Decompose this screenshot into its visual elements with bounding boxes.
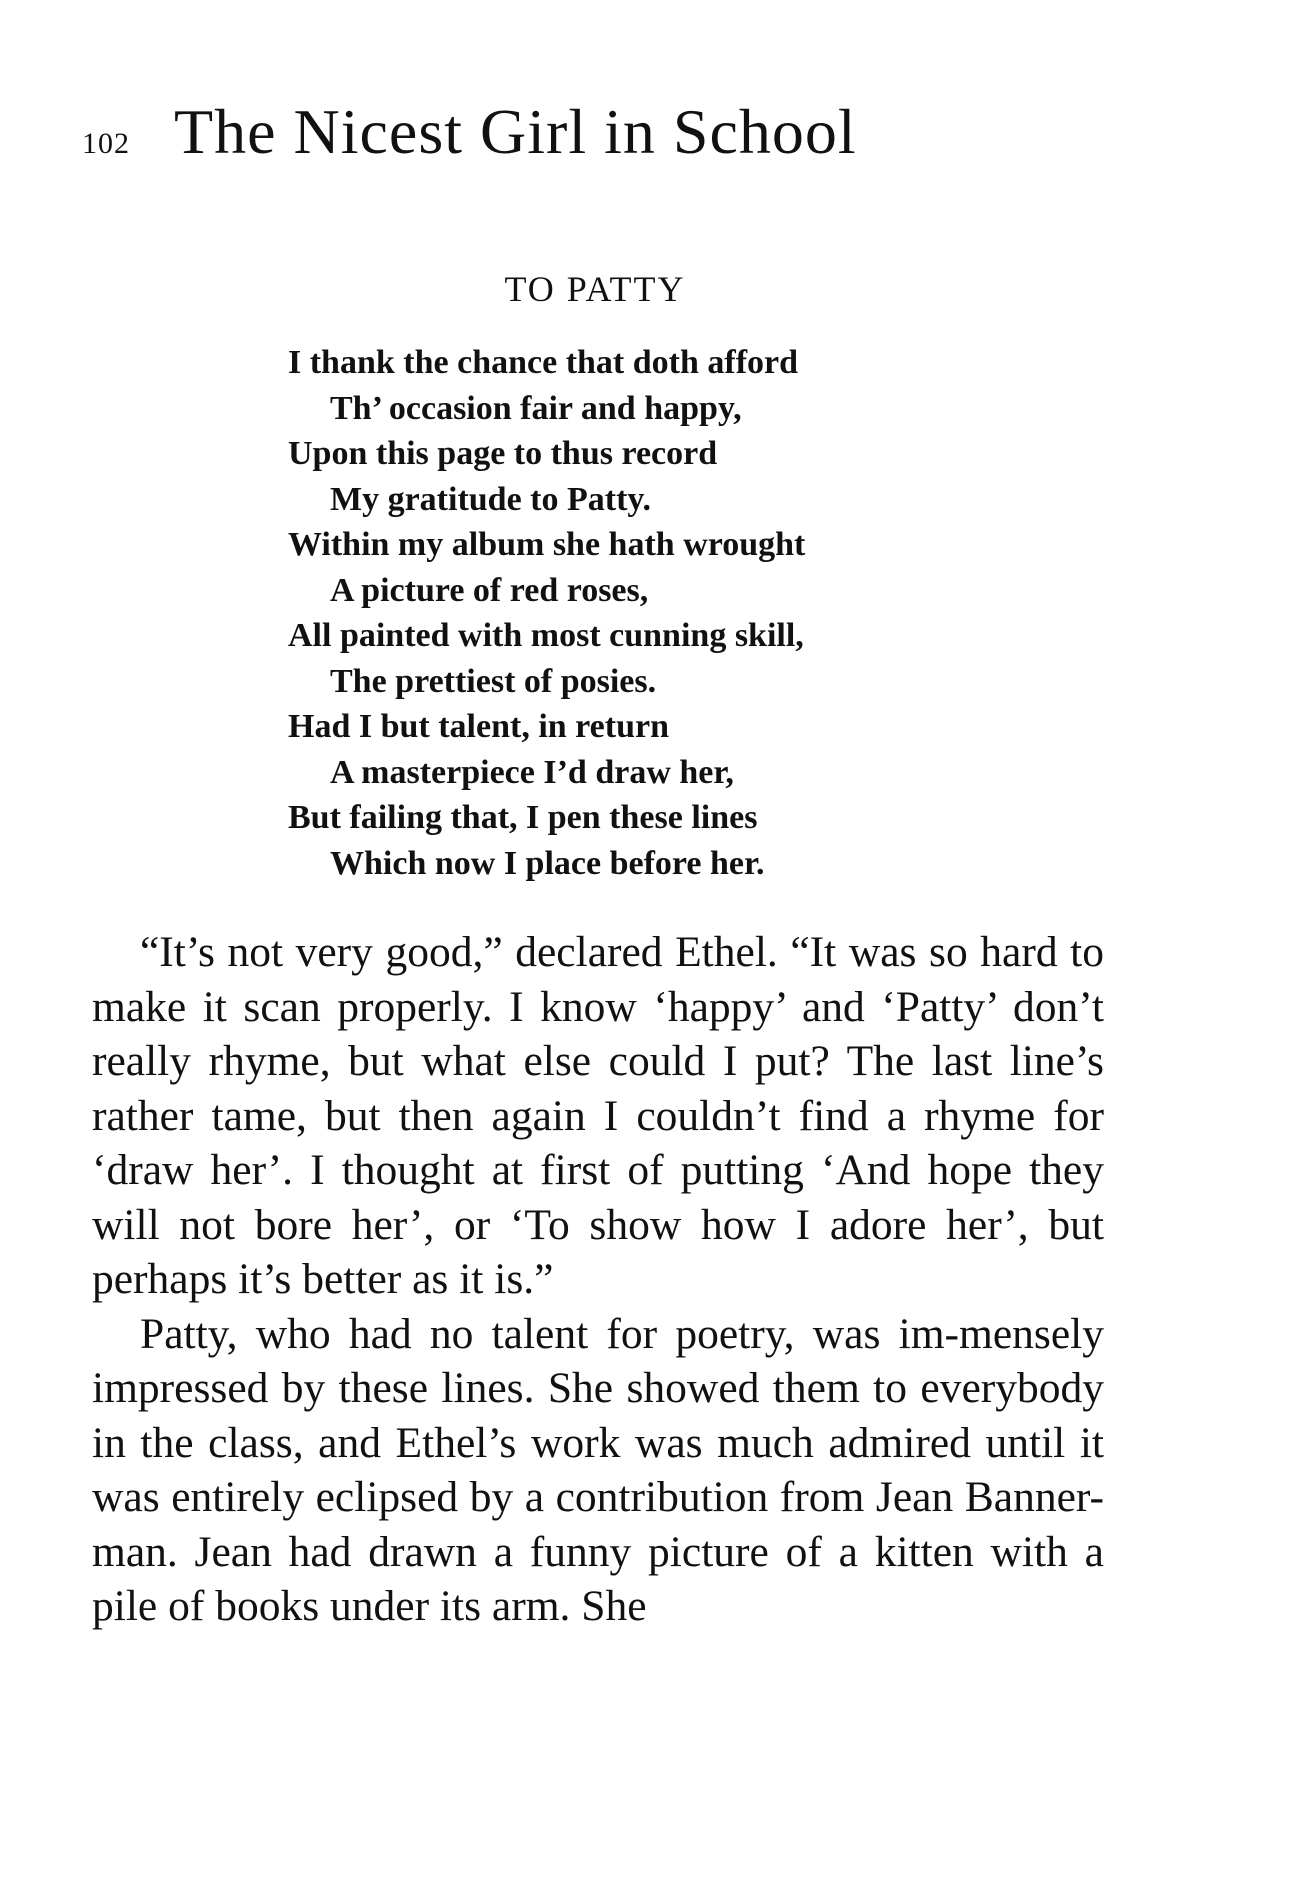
poem-line: But failing that, I pen these lines xyxy=(288,799,758,836)
running-head xyxy=(82,95,857,175)
poem-line: Within my album she hath wrought xyxy=(288,526,806,563)
poem-line: A picture of red roses, xyxy=(330,571,649,609)
poem-line: My gratitude to Patty. xyxy=(330,480,652,518)
poem-line: Th’ occasion fair and happy, xyxy=(330,389,742,427)
poem-line: Upon this page to thus record xyxy=(288,435,718,472)
poem-line: I thank the chance that doth afford xyxy=(288,344,799,381)
poem-line: The prettiest of posies. xyxy=(330,662,657,700)
poem-line: All painted with most cunning skill, xyxy=(288,617,804,654)
paragraph: “It’s not very good,” declared Ethel. “It was so hard to make it scan properly. I know ‘happy’ and ‘Patty’ don’t really rhyme, but what else could I put? The last line’s rather tame, but then again I couldn’t find a rhyme for ‘draw her’. I thought at first of putting ‘And hope they will not bore her’, or ‘To show how I adore her’, but perhaps it’s better as it is.” xyxy=(92,928,1104,1303)
poem-line: Had I but talent, in return xyxy=(288,708,669,745)
page-number: 102 xyxy=(82,127,130,160)
poem-line: A masterpiece I’d draw her, xyxy=(330,753,734,791)
poem xyxy=(288,340,988,886)
paragraph: Patty, who had no talent for poetry, was im-mensely impressed by these lines. She showed them to everybody in the class, and Ethel’s work was much admired until it was entirely eclipsed by a contribution from Jean Banner-man. Jean had drawn a funny picture of a kitten with a pile of books under its arm. She xyxy=(92,1309,1104,1630)
poem-line: Which now I place before her. xyxy=(330,844,765,882)
body-text xyxy=(92,925,1104,1634)
poem-title: TO PATTY xyxy=(504,269,686,309)
book-title: The Nicest Girl in School xyxy=(174,96,857,167)
